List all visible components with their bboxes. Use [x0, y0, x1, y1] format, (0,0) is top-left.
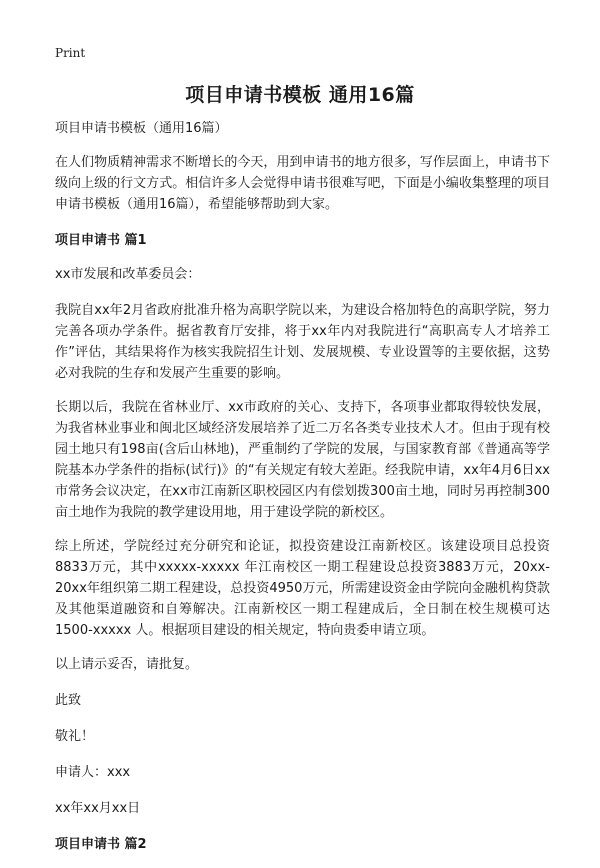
salute-line: 敬礼！ — [55, 729, 95, 744]
page-title: 项目申请书模板 通用16篇 — [185, 84, 415, 106]
addressee: xx市发展和改革委员会： — [55, 267, 201, 282]
date-line: xx年xx月xx日 — [55, 801, 141, 816]
intro-paragraph: 在人们物质精神需求不断增长的今天，用到申请书的地方很多，写作层面上，申请书下级向上级的行文方式。相信许多人会觉得申请书很难写吧，下面是小编收集整理的项目申请书模板（通用16篇），希望能够帮助到大家。 — [55, 155, 550, 212]
print-link[interactable]: Print — [55, 46, 86, 60]
body-paragraph: 我院自xx年2月省政府批准升格为高职学院以来，为建设合格加特色的高职学院，努力完善各项办学条件。据省教育厅安排，将于xx年内对我院进行“高职高专人才培养工作”评估，其结果将作为核实我院招生计划、发展规模、专业设置等的主要依据，这势必对我院的生存和发展产生重要的影响。 — [55, 303, 550, 381]
applicant-line: 申请人：xxx — [55, 765, 131, 780]
body-paragraph: 以上请示妥否，请批复。 — [55, 657, 199, 672]
document-body — [55, 118, 550, 868]
closing-line: 此致 — [55, 693, 82, 708]
document-subtitle: 项目申请书模板（通用16篇） — [55, 121, 228, 136]
section-heading-2: 项目申请书 篇2 — [55, 837, 147, 852]
section-heading-1: 项目申请书 篇1 — [55, 233, 147, 248]
body-paragraph: 综上所述，学院经过充分研究和论证，拟投资建设江南新校区。该建设项目总投资8833万元，其中xxxxx-xxxxx 年江南校区一期工程建设总投资3883万元，20xx-20xx年组织第二期工程建设，总投资4950万元，所需建设资金由学院向金融机构贷款及其他渠道融资和自筹解决。江南新校区一期工程建成后，全日制在校生规模可达1500-xxxxx 人。根据项目建设的相关规定，特向贵委申请立项。 — [55, 539, 550, 638]
body-paragraph: 长期以后，我院在省林业厅、xx市政府的关心、支持下，各项事业都取得较快发展，为我省林业事业和闽北区域经济发展培养了近二万名各类专业技术人才。但由于现有校园土地只有198亩(含后山林地)，严重制约了学院的发展，与国家教育部《普通高等学院基本办学条件的指标(试行)》的“有关规定有较大差距。经我院申请，xx年4月6日xx市常务会议决定，在xx市江南新区职校园区内有偿划拨300亩土地，同时另再控制300亩土地作为我院的教学建设用地，用于建设学院的新校区。 — [55, 400, 550, 520]
